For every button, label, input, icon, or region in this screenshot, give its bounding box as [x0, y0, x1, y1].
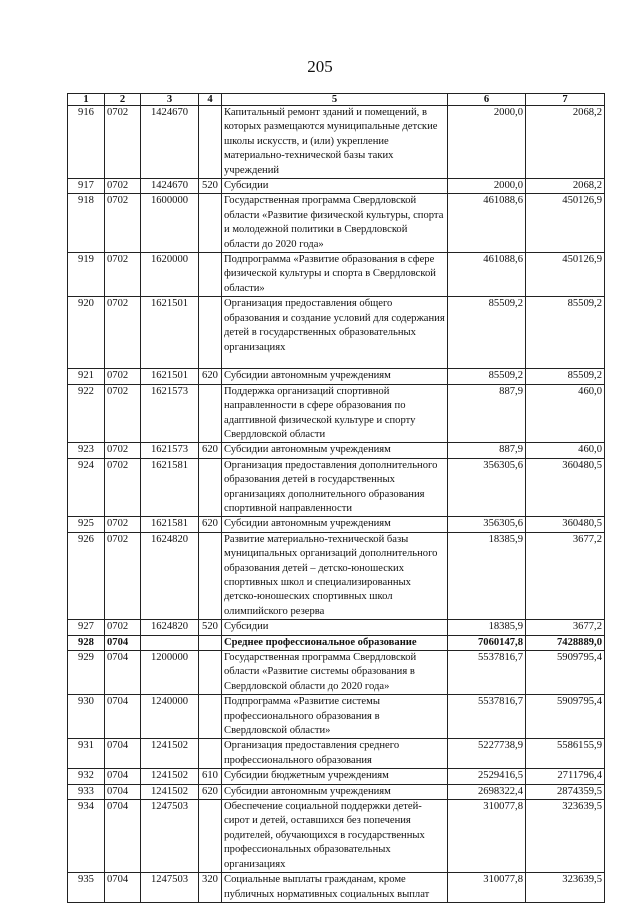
- table-cell-col3: 1240000: [141, 695, 199, 739]
- table-cell-col1: 933: [68, 784, 105, 799]
- table-cell-col1: 935: [68, 873, 105, 903]
- table-cell-col5: Развитие материально-технической базы муниципальных организаций дополнительного образования детей – детско-юношеских спортивных школ и специализированных детско-юношеских спортивных школ олимпийского резерва: [222, 532, 448, 619]
- table-row: [68, 297, 605, 369]
- table-cell-col3: 1247503: [141, 800, 199, 873]
- table-cell-col5: Субсидии: [222, 620, 448, 635]
- header-row: [68, 94, 605, 106]
- table-cell-col6: 461088,6: [448, 194, 526, 253]
- table-cell-col2: 0704: [105, 800, 141, 873]
- table-cell-col5: Капитальный ремонт зданий и помещений, в которых размещаются муниципальные детские школы искусств, и (или) укрепление материально-технической базы таких учреждений: [222, 106, 448, 179]
- table-cell-col6: 7060147,8: [448, 635, 526, 650]
- table-cell-col4: [199, 739, 222, 769]
- table-cell-col3: 1620000: [141, 253, 199, 297]
- table-row: [68, 253, 605, 297]
- table-cell-col5: Субсидии автономным учреждениям: [222, 369, 448, 384]
- table-cell-col6: 2529416,5: [448, 769, 526, 784]
- table-row: [68, 635, 605, 650]
- table-cell-col2: 0702: [105, 369, 141, 384]
- table-cell-col1: 931: [68, 739, 105, 769]
- table-cell-col7: 2711796,4: [526, 769, 605, 784]
- table-cell-col7: 5586155,9: [526, 739, 605, 769]
- table-cell-col5: Организация предоставления общего образования и создание условий для содержания детей в государственных образовательных организациях: [222, 297, 448, 369]
- table-cell-col7: 460,0: [526, 443, 605, 458]
- table-cell-col4: [199, 458, 222, 517]
- table-cell-col7: 2068,2: [526, 106, 605, 179]
- table-cell-col1: 919: [68, 253, 105, 297]
- table-cell-col4: [199, 253, 222, 297]
- table-cell-col7: 85509,2: [526, 369, 605, 384]
- table-cell-col7: 450126,9: [526, 253, 605, 297]
- table-row: [68, 517, 605, 532]
- page-number: 205: [307, 57, 333, 76]
- table-cell-col7: 5909795,4: [526, 695, 605, 739]
- table-cell-col7: 360480,5: [526, 458, 605, 517]
- table-cell-col6: 85509,2: [448, 297, 526, 369]
- table-cell-col4: [199, 194, 222, 253]
- table-cell-col7: 2068,2: [526, 179, 605, 194]
- table-cell-col5: Подпрограмма «Развитие образования в сфере физической культуры и спорта в Свердловской области»: [222, 253, 448, 297]
- table-cell-col4: [199, 297, 222, 369]
- table-row: [68, 443, 605, 458]
- table-cell-col2: 0704: [105, 651, 141, 695]
- table-row: [68, 532, 605, 619]
- table-cell-col5: Субсидии бюджетным учреждениям: [222, 769, 448, 784]
- table-cell-col5: Субсидии автономным учреждениям: [222, 517, 448, 532]
- table-cell-col2: 0702: [105, 106, 141, 179]
- table-cell-col7: 323639,5: [526, 873, 605, 903]
- table-cell-col1: 932: [68, 769, 105, 784]
- table-cell-col7: 3677,2: [526, 532, 605, 619]
- table-cell-col4: 620: [199, 517, 222, 532]
- table-cell-col3: 1200000: [141, 651, 199, 695]
- table-cell-col1: 922: [68, 384, 105, 443]
- table-cell-col1: 934: [68, 800, 105, 873]
- table-row: [68, 873, 605, 903]
- table-cell-col7: 450126,9: [526, 194, 605, 253]
- table-cell-col6: 310077,8: [448, 800, 526, 873]
- table-row: [68, 458, 605, 517]
- table-cell-col4: 320: [199, 873, 222, 903]
- table-cell-col2: 0702: [105, 458, 141, 517]
- table-cell-col5: Организация предоставления дополнительного образования детей в государственных организациях дополнительного образования спортивной направленности: [222, 458, 448, 517]
- table-cell-col6: 85509,2: [448, 369, 526, 384]
- table-cell-col4: [199, 532, 222, 619]
- column-header: 6: [448, 94, 526, 106]
- table-row: [68, 384, 605, 443]
- table-cell-col2: 0704: [105, 769, 141, 784]
- column-header: 4: [199, 94, 222, 106]
- table-cell-col1: 929: [68, 651, 105, 695]
- table-cell-col2: 0702: [105, 194, 141, 253]
- table-row: [68, 784, 605, 799]
- table-cell-col2: 0704: [105, 784, 141, 799]
- table-cell-col4: 620: [199, 443, 222, 458]
- table-cell-col3: 1621501: [141, 369, 199, 384]
- table-cell-col3: [141, 635, 199, 650]
- table-cell-col6: 887,9: [448, 384, 526, 443]
- table-cell-col4: [199, 635, 222, 650]
- column-header: 7: [526, 94, 605, 106]
- table-cell-col3: 1621501: [141, 297, 199, 369]
- table-row: [68, 769, 605, 784]
- table-cell-col4: 610: [199, 769, 222, 784]
- table-cell-col1: 925: [68, 517, 105, 532]
- column-header: 2: [105, 94, 141, 106]
- table-cell-col3: 1247503: [141, 873, 199, 903]
- table-cell-col7: 7428889,0: [526, 635, 605, 650]
- table-cell-col5: Субсидии автономным учреждениям: [222, 784, 448, 799]
- table-cell-col2: 0702: [105, 179, 141, 194]
- table-cell-col3: 1621581: [141, 458, 199, 517]
- table-cell-col3: 1600000: [141, 194, 199, 253]
- table-cell-col4: [199, 106, 222, 179]
- table-cell-col1: 921: [68, 369, 105, 384]
- table-cell-col5: Подпрограмма «Развитие системы профессионального образования в Свердловской области»: [222, 695, 448, 739]
- table-cell-col7: 2874359,5: [526, 784, 605, 799]
- table-cell-col5: Организация предоставления среднего профессионального образования: [222, 739, 448, 769]
- table-cell-col1: 918: [68, 194, 105, 253]
- table-cell-col3: 1621573: [141, 443, 199, 458]
- table-cell-col2: 0702: [105, 253, 141, 297]
- table-cell-col5: Субсидии автономным учреждениям: [222, 443, 448, 458]
- table-cell-col3: 1621573: [141, 384, 199, 443]
- table-cell-col2: 0702: [105, 384, 141, 443]
- table-row: [68, 800, 605, 873]
- table-cell-col4: 620: [199, 369, 222, 384]
- table-cell-col3: 1241502: [141, 769, 199, 784]
- table-cell-col1: 924: [68, 458, 105, 517]
- table-cell-col6: 5537816,7: [448, 651, 526, 695]
- table-cell-col1: 928: [68, 635, 105, 650]
- table-cell-col4: 620: [199, 784, 222, 799]
- table-cell-col7: 3677,2: [526, 620, 605, 635]
- table-row: [68, 106, 605, 179]
- table-cell-col3: 1424670: [141, 179, 199, 194]
- table-cell-col4: [199, 800, 222, 873]
- table-cell-col4: [199, 651, 222, 695]
- table-cell-col1: 923: [68, 443, 105, 458]
- table-cell-col3: 1624820: [141, 620, 199, 635]
- table-cell-col3: 1241502: [141, 784, 199, 799]
- table-cell-col7: 5909795,4: [526, 651, 605, 695]
- column-header: 3: [141, 94, 199, 106]
- table-cell-col2: 0702: [105, 532, 141, 619]
- budget-table: [67, 93, 605, 903]
- table-cell-col2: 0702: [105, 517, 141, 532]
- table-row: [68, 739, 605, 769]
- table-cell-col1: 920: [68, 297, 105, 369]
- table-cell-col7: 85509,2: [526, 297, 605, 369]
- column-header: 1: [68, 94, 105, 106]
- table-cell-col6: 5227738,9: [448, 739, 526, 769]
- table-cell-col2: 0702: [105, 297, 141, 369]
- table-cell-col5: Государственная программа Свердловской области «Развитие системы образования в Свердловской области до 2020 года»: [222, 651, 448, 695]
- table-cell-col6: 18385,9: [448, 620, 526, 635]
- table-row: [68, 695, 605, 739]
- table-cell-col5: Субсидии: [222, 179, 448, 194]
- table-cell-col2: 0704: [105, 739, 141, 769]
- table-cell-col7: 360480,5: [526, 517, 605, 532]
- table-row: [68, 651, 605, 695]
- table-cell-col6: 310077,8: [448, 873, 526, 903]
- table-cell-col2: 0704: [105, 635, 141, 650]
- column-header: 5: [222, 94, 448, 106]
- table-row: [68, 369, 605, 384]
- table-cell-col6: 2000,0: [448, 179, 526, 194]
- table-cell-col6: 2000,0: [448, 106, 526, 179]
- table-cell-col3: 1241502: [141, 739, 199, 769]
- table-cell-col2: 0702: [105, 620, 141, 635]
- table-cell-col6: 2698322,4: [448, 784, 526, 799]
- table-cell-col7: 323639,5: [526, 800, 605, 873]
- table-cell-col5: Среднее профессиональное образование: [222, 635, 448, 650]
- table-cell-col1: 926: [68, 532, 105, 619]
- table-cell-col5: Обеспечение социальной поддержки детей-сирот и детей, оставшихся без попечения родителей, обучающихся в государственных профессиональных образовательных организациях: [222, 800, 448, 873]
- table-cell-col2: 0702: [105, 443, 141, 458]
- table-cell-col4: [199, 695, 222, 739]
- table-cell-col1: 927: [68, 620, 105, 635]
- table-cell-col5: Поддержка организаций спортивной направленности в сфере образования по адаптивной физической культуре и спорту Свердловской области: [222, 384, 448, 443]
- table-cell-col3: 1424670: [141, 106, 199, 179]
- table-cell-col6: 461088,6: [448, 253, 526, 297]
- table-row: [68, 179, 605, 194]
- table-cell-col3: 1624820: [141, 532, 199, 619]
- table-cell-col4: [199, 384, 222, 443]
- table-cell-col3: 1621581: [141, 517, 199, 532]
- table-cell-col1: 917: [68, 179, 105, 194]
- table-cell-col1: 916: [68, 106, 105, 179]
- table-cell-col6: 5537816,7: [448, 695, 526, 739]
- table-cell-col2: 0704: [105, 695, 141, 739]
- table-cell-col7: 460,0: [526, 384, 605, 443]
- table-cell-col6: 356305,6: [448, 458, 526, 517]
- table-cell-col1: 930: [68, 695, 105, 739]
- table-cell-col5: Государственная программа Свердловской области «Развитие физической культуры, спорта и молодежной политики в Свердловской области до 2020 года»: [222, 194, 448, 253]
- table-row: [68, 620, 605, 635]
- table-cell-col6: 18385,9: [448, 532, 526, 619]
- table-cell-col6: 887,9: [448, 443, 526, 458]
- table-cell-col5: Социальные выплаты гражданам, кроме публичных нормативных социальных выплат: [222, 873, 448, 903]
- table-row: [68, 194, 605, 253]
- table-cell-col4: 520: [199, 620, 222, 635]
- table-cell-col2: 0704: [105, 873, 141, 903]
- table-cell-col6: 356305,6: [448, 517, 526, 532]
- table-cell-col4: 520: [199, 179, 222, 194]
